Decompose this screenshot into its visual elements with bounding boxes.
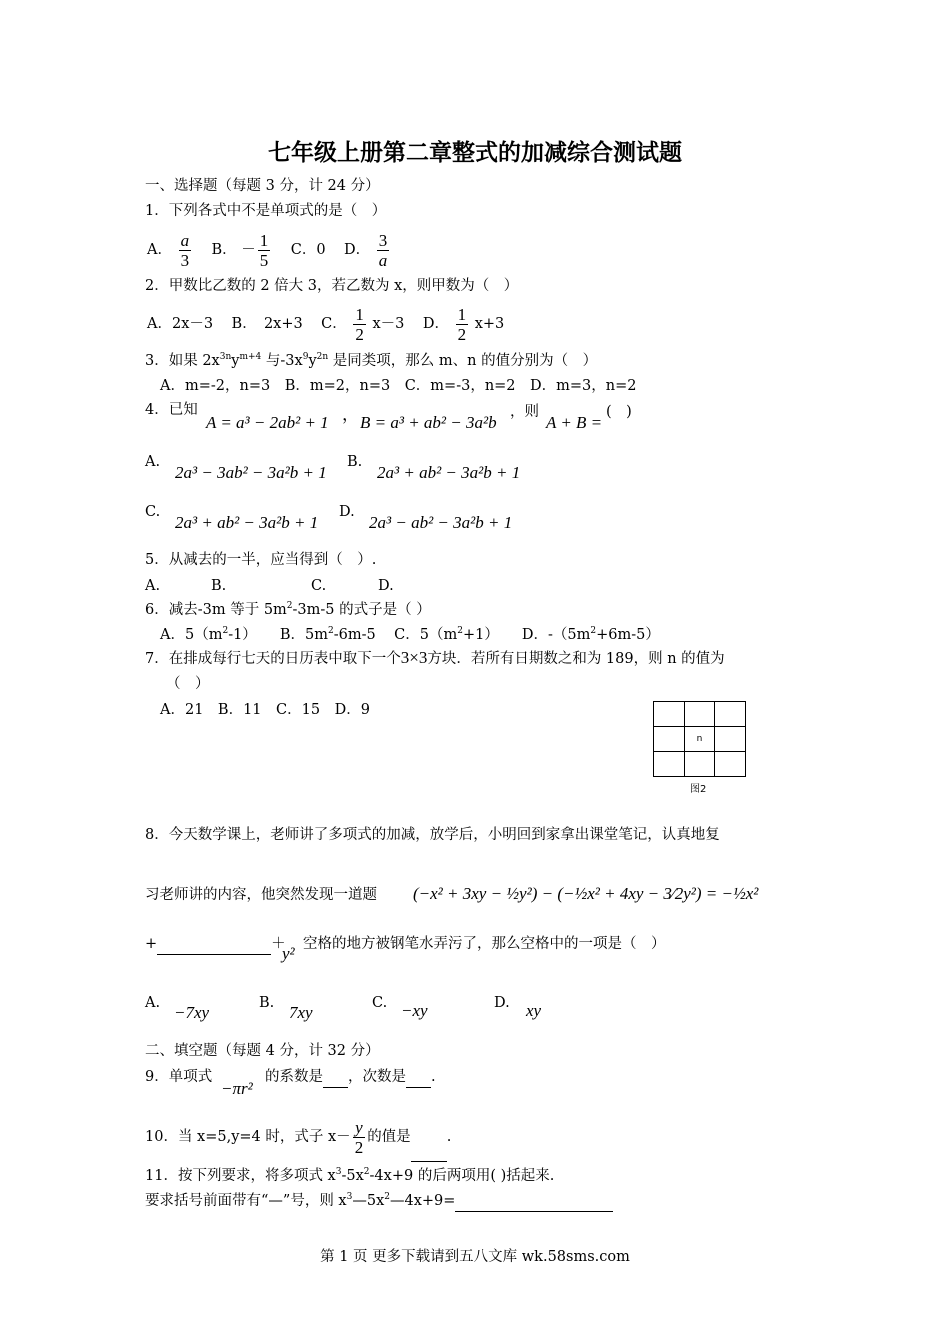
question-3-options: A．m=-2，n=3 B．m=2，n=3 C．m=-3，n=2 D．m=3，n=2 (160, 378, 637, 394)
option-a-expression: −7xy (174, 1003, 210, 1022)
option-b: B. (211, 578, 227, 594)
fraction-a-over-3: $\frac{a}{3}$ (180, 230, 190, 270)
option-c-label: C. (372, 995, 388, 1011)
option-b: B． 2x+3 (231, 316, 303, 332)
option-d-label: D. (339, 504, 355, 520)
question-4-stem: 4．已知 (145, 402, 198, 418)
option-a-label: A. (145, 454, 161, 470)
expression-A: A = a³ − 2ab² + 1 (206, 413, 329, 432)
question-1-options (147, 226, 391, 274)
comma: ， (342, 405, 359, 424)
option-b-expression: 2a³ + ab² − 3a²b + 1 (377, 463, 521, 482)
question-8-expression: (−x² + 3xy − ½y²) − (−½x² + 4xy − 3⁄2y²) = −½x² (413, 884, 759, 903)
page-footer: 第 1 页 更多下载请到五八文库 wk.58sms.com (320, 1249, 630, 1265)
option-d-label: D． (422, 316, 449, 332)
question-9-rest: 的系数是 ，次数是 . (265, 1067, 436, 1088)
blank-line (157, 934, 271, 955)
grid-center-cell: n (684, 727, 715, 752)
question-5-stem: 5．从减去的一半，应当得到（ ）. (145, 552, 377, 568)
question-3-stem: 3．如果 $2x^{3n}y^{m+4}$ 与$-3x^9y^{2n}$ 是同类项，那么 m、n 的值分别为（ ） (145, 352, 598, 369)
option-c-expression: 2a³ + ab² − 3a²b + 1 (175, 513, 319, 532)
fraction-half: $\frac{1}{2}$ (355, 304, 364, 344)
question-8-line-2: 习老师讲的内容，他突然发现一道题 (145, 887, 377, 903)
question-2-stem: 2．甲数比乙数的 2 倍大 3，若乙数为 x，则甲数为（ ） (145, 278, 519, 294)
option-c: C．0 (290, 242, 326, 258)
expression-neg-pi-r2: −πr² (221, 1079, 253, 1098)
option-a-expression: 2a³ − 3ab² − 3a²b + 1 (175, 463, 327, 482)
option-a-label: A. (145, 995, 161, 1011)
fraction-3-over-a: $\frac{3}{a}$ (378, 230, 388, 270)
fraction-half: $\frac{1}{2}$ (457, 304, 467, 344)
option-d-expression: xy (526, 1001, 542, 1020)
option-d: D. (378, 578, 394, 594)
question-1-stem: 1．下列各式中不是单项式的是（ ） (145, 203, 387, 219)
minus-sign: － (241, 242, 256, 258)
option-c: C. (311, 578, 327, 594)
option-a: A. (145, 578, 161, 594)
question-7-options: A．21 B．11 C．15 D．9 (160, 702, 370, 718)
question-11-line-2: 要求括号前面带有“—”号，则 $x^3—5x^2—4x+9=$ (145, 1191, 613, 1212)
fraction-1-over-5: $\frac{1}{5}$ (259, 230, 269, 270)
option-c-label: C． (321, 316, 347, 332)
question-6-options: A．$5(m^2-1)$ B．$5m^2-6m-5$ C．$5(m^2+1)$ D．$-(5m^2+6m-5)$ (160, 626, 660, 643)
option-b-label: B． (211, 242, 237, 258)
question-9-prefix: 9．单项式 (145, 1069, 213, 1085)
section-heading-fill: 二、填空题（每题 4 分，计 32 分） (145, 1043, 380, 1059)
then-text: ，则 (510, 404, 539, 420)
option-b-label: B. (259, 995, 275, 1011)
question-8-line-3: + ＋ (145, 934, 286, 955)
option-c-label: C. (145, 504, 161, 520)
question-7-paren: （ ） (166, 676, 210, 692)
expression-sum: A + B = (546, 413, 603, 432)
option-c-expression: −xy (401, 1001, 428, 1020)
option-c-text: x－3 (372, 316, 405, 332)
option-d-label: D. (494, 995, 510, 1011)
answer-paren: ( ) (606, 404, 632, 420)
answer-blank (455, 1191, 613, 1212)
question-6-stem: 6．减去-3m 等于 $5m^2-3m-5$ 的式子是（ ） (145, 601, 431, 618)
y-squared: y² (282, 944, 295, 963)
option-d-expression: 2a³ − ab² − 3a²b + 1 (369, 513, 513, 532)
question-2-options (147, 300, 504, 348)
page-title: 七年级上册第二章整式的加减综合测试题 (268, 140, 682, 166)
question-10: 10．当 x=5,y=4 时，式子 x－ $\frac{y}{2}$ 的值是 . (145, 1113, 451, 1161)
option-a-label: A． (147, 242, 172, 258)
question-8-line-1: 8．今天数学课上，老师讲了多项式的加减，放学后，小明回到家拿出课堂笔记，认真地复 (145, 827, 720, 843)
option-b-label: B. (347, 454, 363, 470)
question-11-line-1: 11．按下列要求，将多项式 $x^3-5x^2-4x+9$ 的后两项用( )括起来. (145, 1167, 555, 1184)
figure-label: 图2 (690, 784, 707, 795)
expression-B: B = a³ + ab² − 3a²b (360, 413, 497, 432)
option-b-expression: 7xy (289, 1003, 313, 1022)
section-heading-choice: 一、选择题（每题 3 分，计 24 分） (145, 178, 380, 194)
fraction-y-over-2: $\frac{y}{2}$ (354, 1117, 364, 1157)
option-d-label: D． (344, 242, 371, 258)
calendar-grid-figure (653, 701, 746, 773)
option-a: A．2x－3 (147, 316, 214, 332)
question-7-stem: 7．在排成每行七天的日历表中取下一个3×3方块．若所有日期数之和为 189，则 n 的值为 (145, 648, 725, 667)
question-8-line-3-text: 空格的地方被钢笔水弄污了，那么空格中的一项是（ ） (303, 936, 666, 952)
option-d-text: x+3 (474, 316, 505, 332)
